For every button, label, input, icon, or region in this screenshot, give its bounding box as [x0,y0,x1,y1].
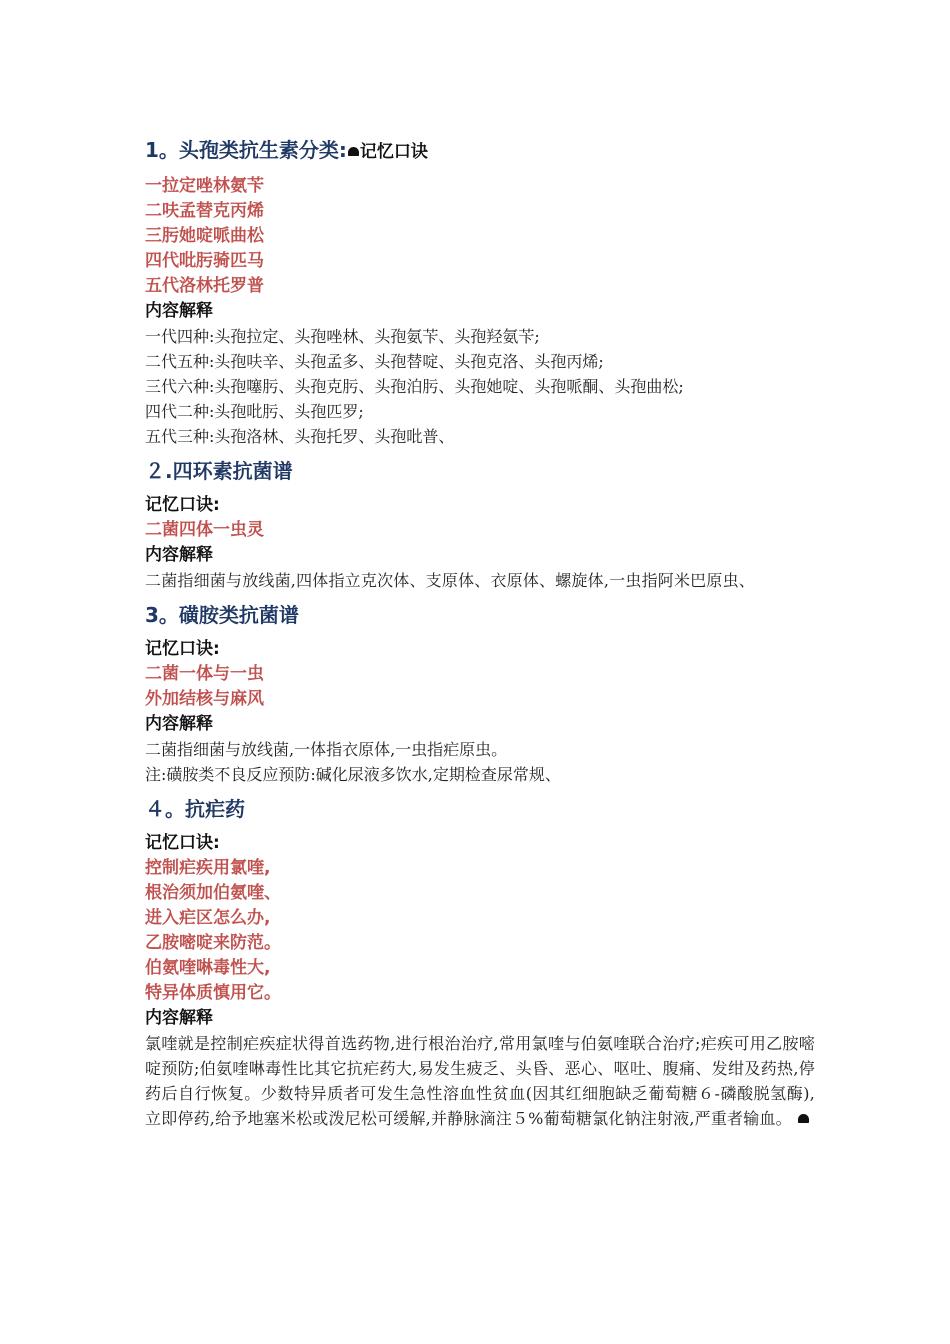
mnemonic-line: 根治须加伯氨喹、 [145,883,281,903]
memo-label: 记忆口诀: [145,833,220,853]
mnemonic-line: 乙胺嘧啶来防范。 [145,933,281,953]
explain-line: 四代二种:头孢吡肟、头孢匹罗; [145,402,364,421]
mnemonic-line: 二呋孟替克丙烯 [145,201,264,221]
explain-line: 二菌指细菌与放线菌,一体指衣原体,一虫指疟原虫。 [145,740,508,759]
section-4-heading: ４。抗疟药 [145,797,245,821]
document-page [145,136,815,1131]
mnemonic-line: 五代洛林托罗普 [145,276,264,296]
marker-icon [798,1114,809,1123]
explain-text: 氯喹就是控制疟疾症状得首选药物,进行根治治疗,常用氯喹与伯氨喹联合治疗;疟疾可用乙胺嘧啶预防;伯氨喹啉毒性比其它抗疟药大,易发生疲乏、头昏、恶心、呕吐、腹痛、发绀及药热,停药后自行恢复。少数特异质者可发生急性溶血性贫血(因其红细胞缺乏葡萄糖６-磷酸脱氢酶),立即停药,给予地塞米松或泼尼松可缓解,并静脉滴注５%葡萄糖氯化钠注射液,严重者输血。 [145,1034,815,1128]
mnemonic-line: 二菌一体与一虫 [145,664,264,684]
section-1-title: 1。头孢类抗生素分类: [145,138,347,162]
mnemonic-line: 伯氨喹啉毒性大, [145,958,271,978]
mnemonic-line: 外加结核与麻风 [145,689,264,709]
section-1-heading [145,136,815,166]
explain-line: 注:磺胺类不良反应预防:碱化尿液多饮水,定期检查尿常规、 [145,765,561,784]
explain-label: 内容解释 [145,714,213,734]
memo-label: 记忆口诀: [145,495,220,515]
explain-label: 内容解释 [145,545,213,565]
explain-label: 内容解释 [145,301,213,321]
marker-icon [348,147,359,156]
explain-line: 二代五种:头孢呋辛、头孢孟多、头孢替啶、头孢克洛、头孢丙烯; [145,352,604,371]
mnemonic-line: 二菌四体一虫灵 [145,520,264,540]
explain-paragraph: 二菌指细菌与放线菌,四体指立克次体、支原体、衣原体、螺旋体,一虫指阿米巴原虫、 [145,571,755,590]
mnemonic-line: 特异体质慎用它。 [145,983,281,1003]
section-3-heading: 3。磺胺类抗菌谱 [145,603,299,627]
section-1-title-tail: 记忆口诀 [359,142,428,162]
explain-line: 一代四种:头孢拉定、头孢唑林、头孢氨苄、头孢羟氨苄; [145,327,540,346]
mnemonic-line: 四代吡肟骑匹马 [145,251,264,271]
mnemonic-line: 一拉定唑林氨苄 [145,176,264,196]
explain-line: 三代六种:头孢噻肟、头孢克肟、头孢泊肟、头孢她啶、头孢哌酮、头孢曲松; [145,377,684,396]
explain-paragraph [145,1031,815,1131]
section-2-heading: ２.四环素抗菌谱 [145,459,293,483]
explain-line: 五代三种:头孢洛林、头孢托罗、头孢吡普、 [145,427,455,446]
mnemonic-line: 控制疟疾用氯喹, [145,858,271,878]
mnemonic-line: 三肟她啶哌曲松 [145,226,264,246]
mnemonic-line: 进入疟区怎么办, [145,908,271,928]
memo-label: 记忆口诀: [145,639,220,659]
explain-label: 内容解释 [145,1008,213,1028]
